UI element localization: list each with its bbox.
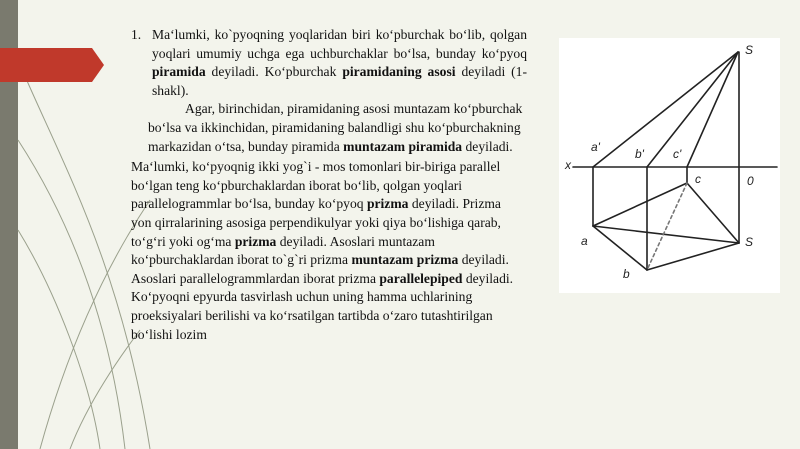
label-s-bottom: S: [745, 235, 754, 249]
term-parallelepiped: parallelepiped: [379, 270, 463, 286]
label-a-prime: a': [591, 140, 600, 154]
text-span: deyiladi. Ko‘pburchak: [205, 64, 343, 80]
term-muntazam-piramida: muntazam piramida: [343, 138, 463, 154]
text-span: Ma‘lumki, ko‘pyoqnig ikki yog`i - mos tomonlari bir-biriga parallel bo‘lgan teng ko‘pburchaklardan iborat bo‘lib, qolgan yoqlari parallelogrammlar bo‘lsa, bunday ko‘pyoq: [131, 159, 501, 212]
text-span: deyiladi.: [462, 138, 513, 154]
edge-c-prime-s: [687, 52, 738, 167]
text-span: Ma‘lumki, ko`pyoqning yoqlaridan biri ko‘pburchak bo‘lib, qolgan yoqlari umumiy uchga ega uchburchaklar bo‘lsa, bunday ko‘pyoq: [152, 27, 527, 61]
figure-drawing: [559, 38, 780, 293]
term-piramida-asosi: piramidaning asosi: [342, 64, 456, 80]
label-c-prime: c': [673, 147, 682, 161]
text-span: Agar, birinchidan, piramidaning asosi muntazam ko‘pburchak bo‘lsa va ikkinchidan, piramidaning balandligi shu ko‘pburchakning markazidan o‘tsa, bunday piramida: [148, 101, 523, 154]
label-b-prime: b': [635, 147, 644, 161]
edge-b-s: [647, 243, 739, 270]
term-prizma-2: prizma: [234, 233, 277, 249]
list-number: 1.: [131, 27, 142, 42]
edge-a-b: [593, 226, 647, 270]
label-o: 0: [747, 174, 754, 188]
hidden-edge-b-c: [647, 183, 687, 270]
term-piramida: piramida: [152, 64, 206, 80]
text-span: deyiladi. Prizma yon qirralarining asosiga perpendikulyar yoki qiya bo‘lishiga qarab, to‘g‘ri yoki og‘ma: [131, 196, 501, 249]
label-s-top: S: [745, 43, 754, 57]
term-muntazam-prizma: muntazam prizma: [351, 252, 459, 268]
red-arrow-tab: [0, 48, 104, 82]
edge-a-prime-s: [593, 52, 738, 167]
paragraph-regular-pyramid: [148, 100, 527, 156]
label-a: a: [581, 234, 588, 248]
paragraph-prism-definition: [131, 158, 515, 344]
paragraph-pyramid-definition: [152, 26, 527, 100]
edge-c-s: [687, 183, 739, 243]
term-prizma: prizma: [366, 196, 409, 212]
pyramid-epure-figure: [559, 38, 780, 293]
label-c: c: [695, 172, 701, 186]
text-span: deyiladi. Asoslari muntazam ko‘pburchaklardan iborat to`g`ri prizma: [131, 233, 435, 268]
text-span: deyiladi. Asoslari parallelogrammlardan iborat prizma: [131, 252, 509, 286]
edge-a-c: [593, 183, 687, 226]
label-x-axis: x: [565, 158, 571, 172]
document-text: [131, 26, 527, 344]
text-span: deyiladi (1-shakl).: [152, 64, 528, 98]
label-b: b: [623, 267, 630, 281]
text-span: deyiladi. Ko‘pyoqni epyurda tasvirlash uchun uning hamma uchlarining proeksiyalari berilishi va ko‘rsatilgan tartibda o‘zaro tutashtirilgan bo‘lishi lozim: [131, 270, 514, 342]
edge-b-prime-s: [647, 52, 738, 167]
